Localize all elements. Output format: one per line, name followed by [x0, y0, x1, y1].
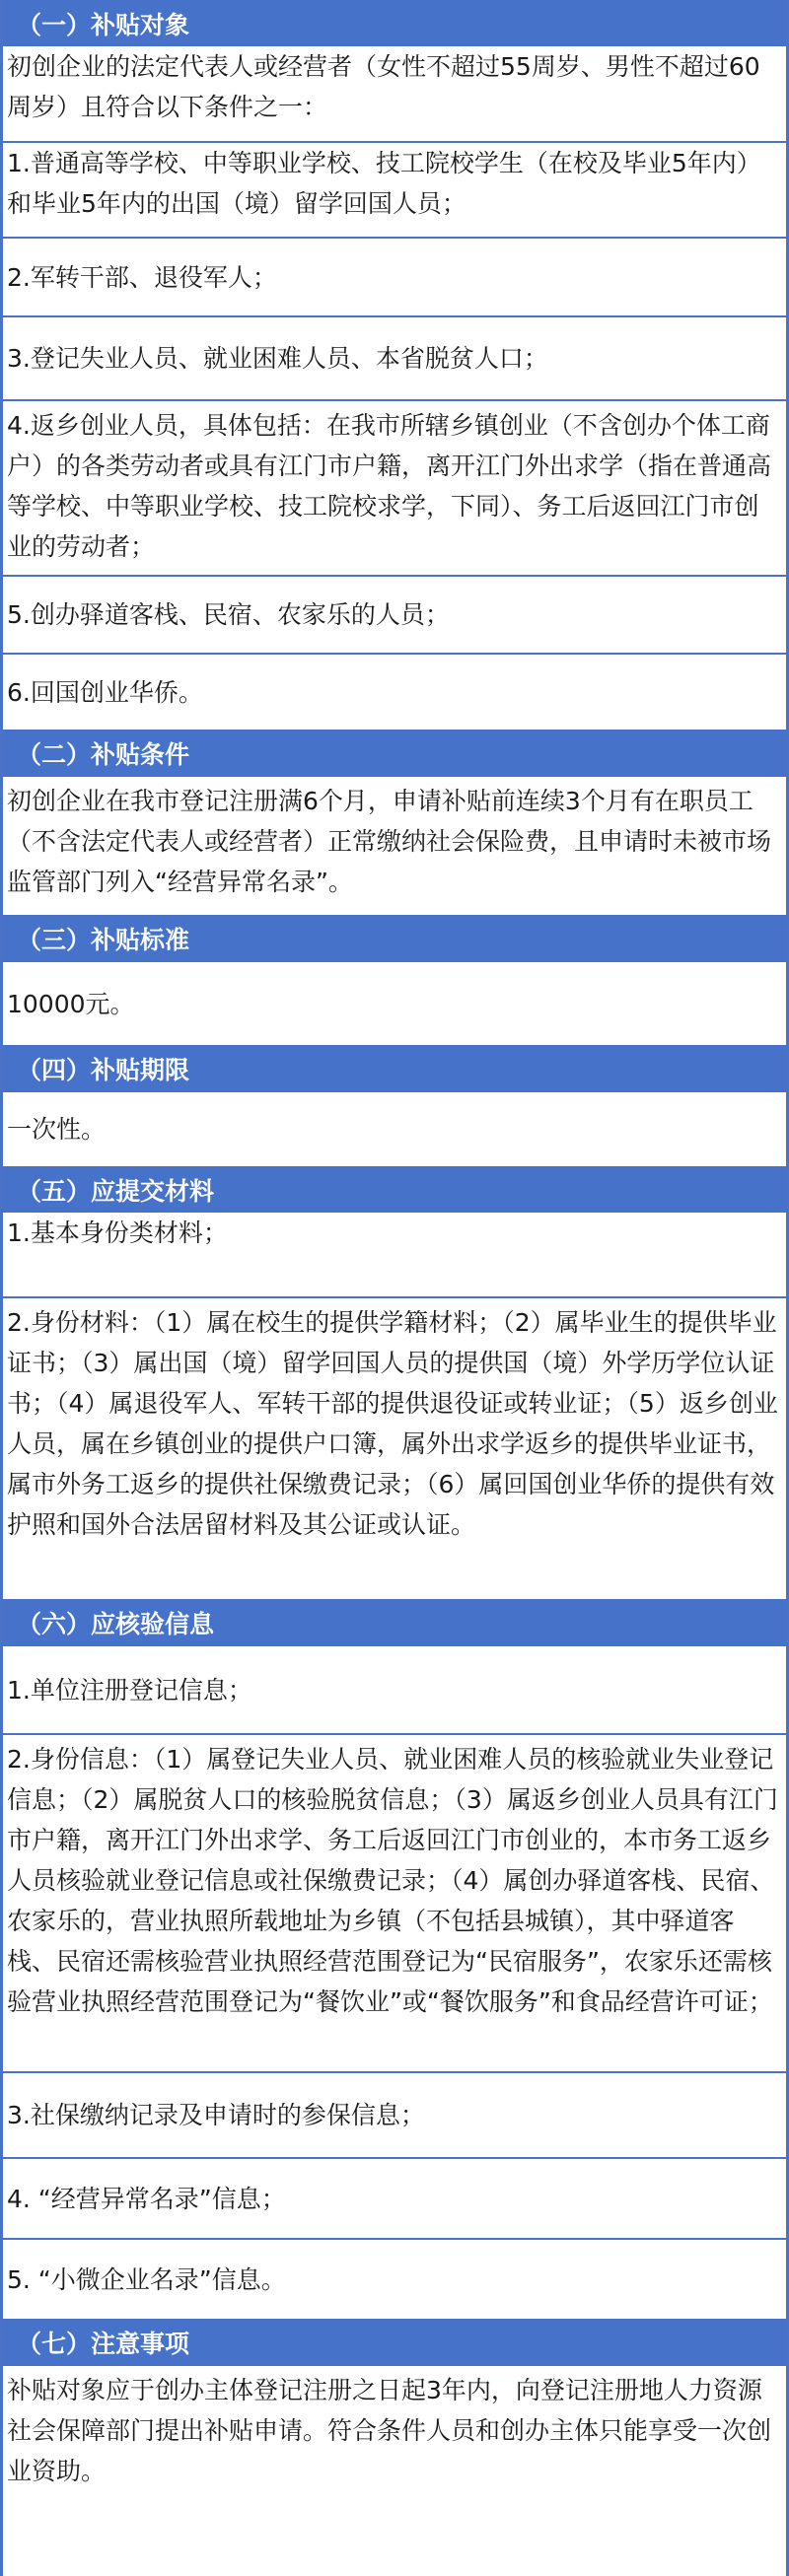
section-header-conditions [3, 730, 786, 777]
section-header-standard [3, 915, 786, 962]
text-row [3, 577, 786, 655]
row-text: 10000元。 [7, 989, 135, 1018]
row-text: 5. “小微企业名录”信息。 [7, 2264, 286, 2294]
text-row [3, 317, 786, 401]
text-row: 4.返乡创业人员，具体包括：在我市所辖乡镇创业（不含创办个体工商户）的各类劳动者或具有江门市户籍，离开江门外出求学（指在普通高等学校、中等职业学校、技工院校求学，下同）、务工后返回江门市创业的劳动者； [3, 401, 786, 577]
text-row [3, 2240, 786, 2319]
text-row: 2.身份材料：（1）属在校生的提供学籍材料；（2）属毕业生的提供毕业证书；（3）属出国（境）留学回国人员的提供国（境）外学历学位认证书；（4）属退役军人、军转干部的提供退役证或转业证；（5）返乡创业人员，属在乡镇创业的提供户口簿，属外出求学返乡的提供毕业证书，属市外务工返乡的提供社保缴费记录；（6）属回国创业华侨的提供有效护照和国外合法居留材料及其公证或认证。 [3, 1298, 786, 1599]
text-row [3, 2073, 786, 2159]
row-text: 3.登记失业人员、就业困难人员、本省脱贫人口； [7, 344, 548, 373]
section-header-recipients [3, 0, 786, 46]
row-text: 4. “经营异常名录”信息； [7, 2184, 286, 2213]
text-row: 1.基本身份类材料； [3, 1213, 786, 1298]
text-row: 2.身份信息：（1）属登记失业人员、就业困难人员的核验就业失业登记信息；（2）属脱贫人口的核验脱贫信息；（3）属返乡创业人员具有江门市户籍，离开江门外出求学、务工后返回江门市创业的，本市务工返乡人员核验就业登记信息或社保缴费记录；（4）属创办驿道客栈、民宿、农家乐的，营业执照所载地址为乡镇（不包括县城镇），其中驿道客栈、民宿还需核验营业执照经营范围登记为“民宿服务”，农家乐还需核验营业执照经营范围登记为“餐饮业”或“餐饮服务”和食品经营许可证； [3, 1735, 786, 2073]
section-title: （五）应提交材料 [17, 1176, 215, 1206]
section-header-period [3, 1045, 786, 1092]
section-header-notes [3, 2319, 786, 2366]
section-header-materials [3, 1166, 786, 1213]
row-text: 一次性。 [7, 1115, 107, 1144]
section-title: （三）补贴标准 [17, 926, 190, 954]
text-row: 初创企业在我市登记注册满6个月，申请补贴前连续3个月有在职员工（不含法定代表人或经营者）正常缴纳社会保险费，且申请时未被市场监管部门列入“经营异常名录”。 [3, 777, 786, 915]
section-header-verification [3, 1599, 786, 1646]
row-text: 1.单位注册登记信息； [7, 1675, 252, 1705]
section-title: （四）补贴期限 [17, 1056, 190, 1084]
row-text: 3.社保缴纳记录及申请时的参保信息； [7, 2101, 425, 2129]
text-row [3, 1092, 786, 1166]
section-title: （一）补贴对象 [17, 10, 190, 39]
row-text: 6.回国创业华侨。 [7, 677, 203, 707]
row-text: 5.创办驿道客栈、民宿、农家乐的人员； [7, 600, 450, 629]
text-row [3, 239, 786, 317]
text-row: 补贴对象应于创办主体登记注册之日起3年内，向登记注册地人力资源社会保障部门提出补贴申请。符合条件人员和创办主体只能享受一次创业资助。 [3, 2366, 786, 2576]
row-text: 2.军转干部、退役军人； [7, 262, 277, 292]
section-title: （六）应核验信息 [17, 1610, 215, 1638]
text-row: 1.普通高等学校、中等职业学校、技工院校学生（在校及毕业5年内）和毕业5年内的出国（境）留学回国人员； [3, 143, 786, 239]
text-row [3, 655, 786, 730]
text-row: 初创企业的法定代表人或经营者（女性不超过55周岁、男性不超过60周岁）且符合以下条件之一： [3, 46, 786, 143]
text-row [3, 962, 786, 1045]
section-title: （二）补贴条件 [17, 740, 190, 769]
section-title: （七）注意事项 [17, 2330, 190, 2358]
text-row [3, 2159, 786, 2240]
text-row [3, 1646, 786, 1735]
